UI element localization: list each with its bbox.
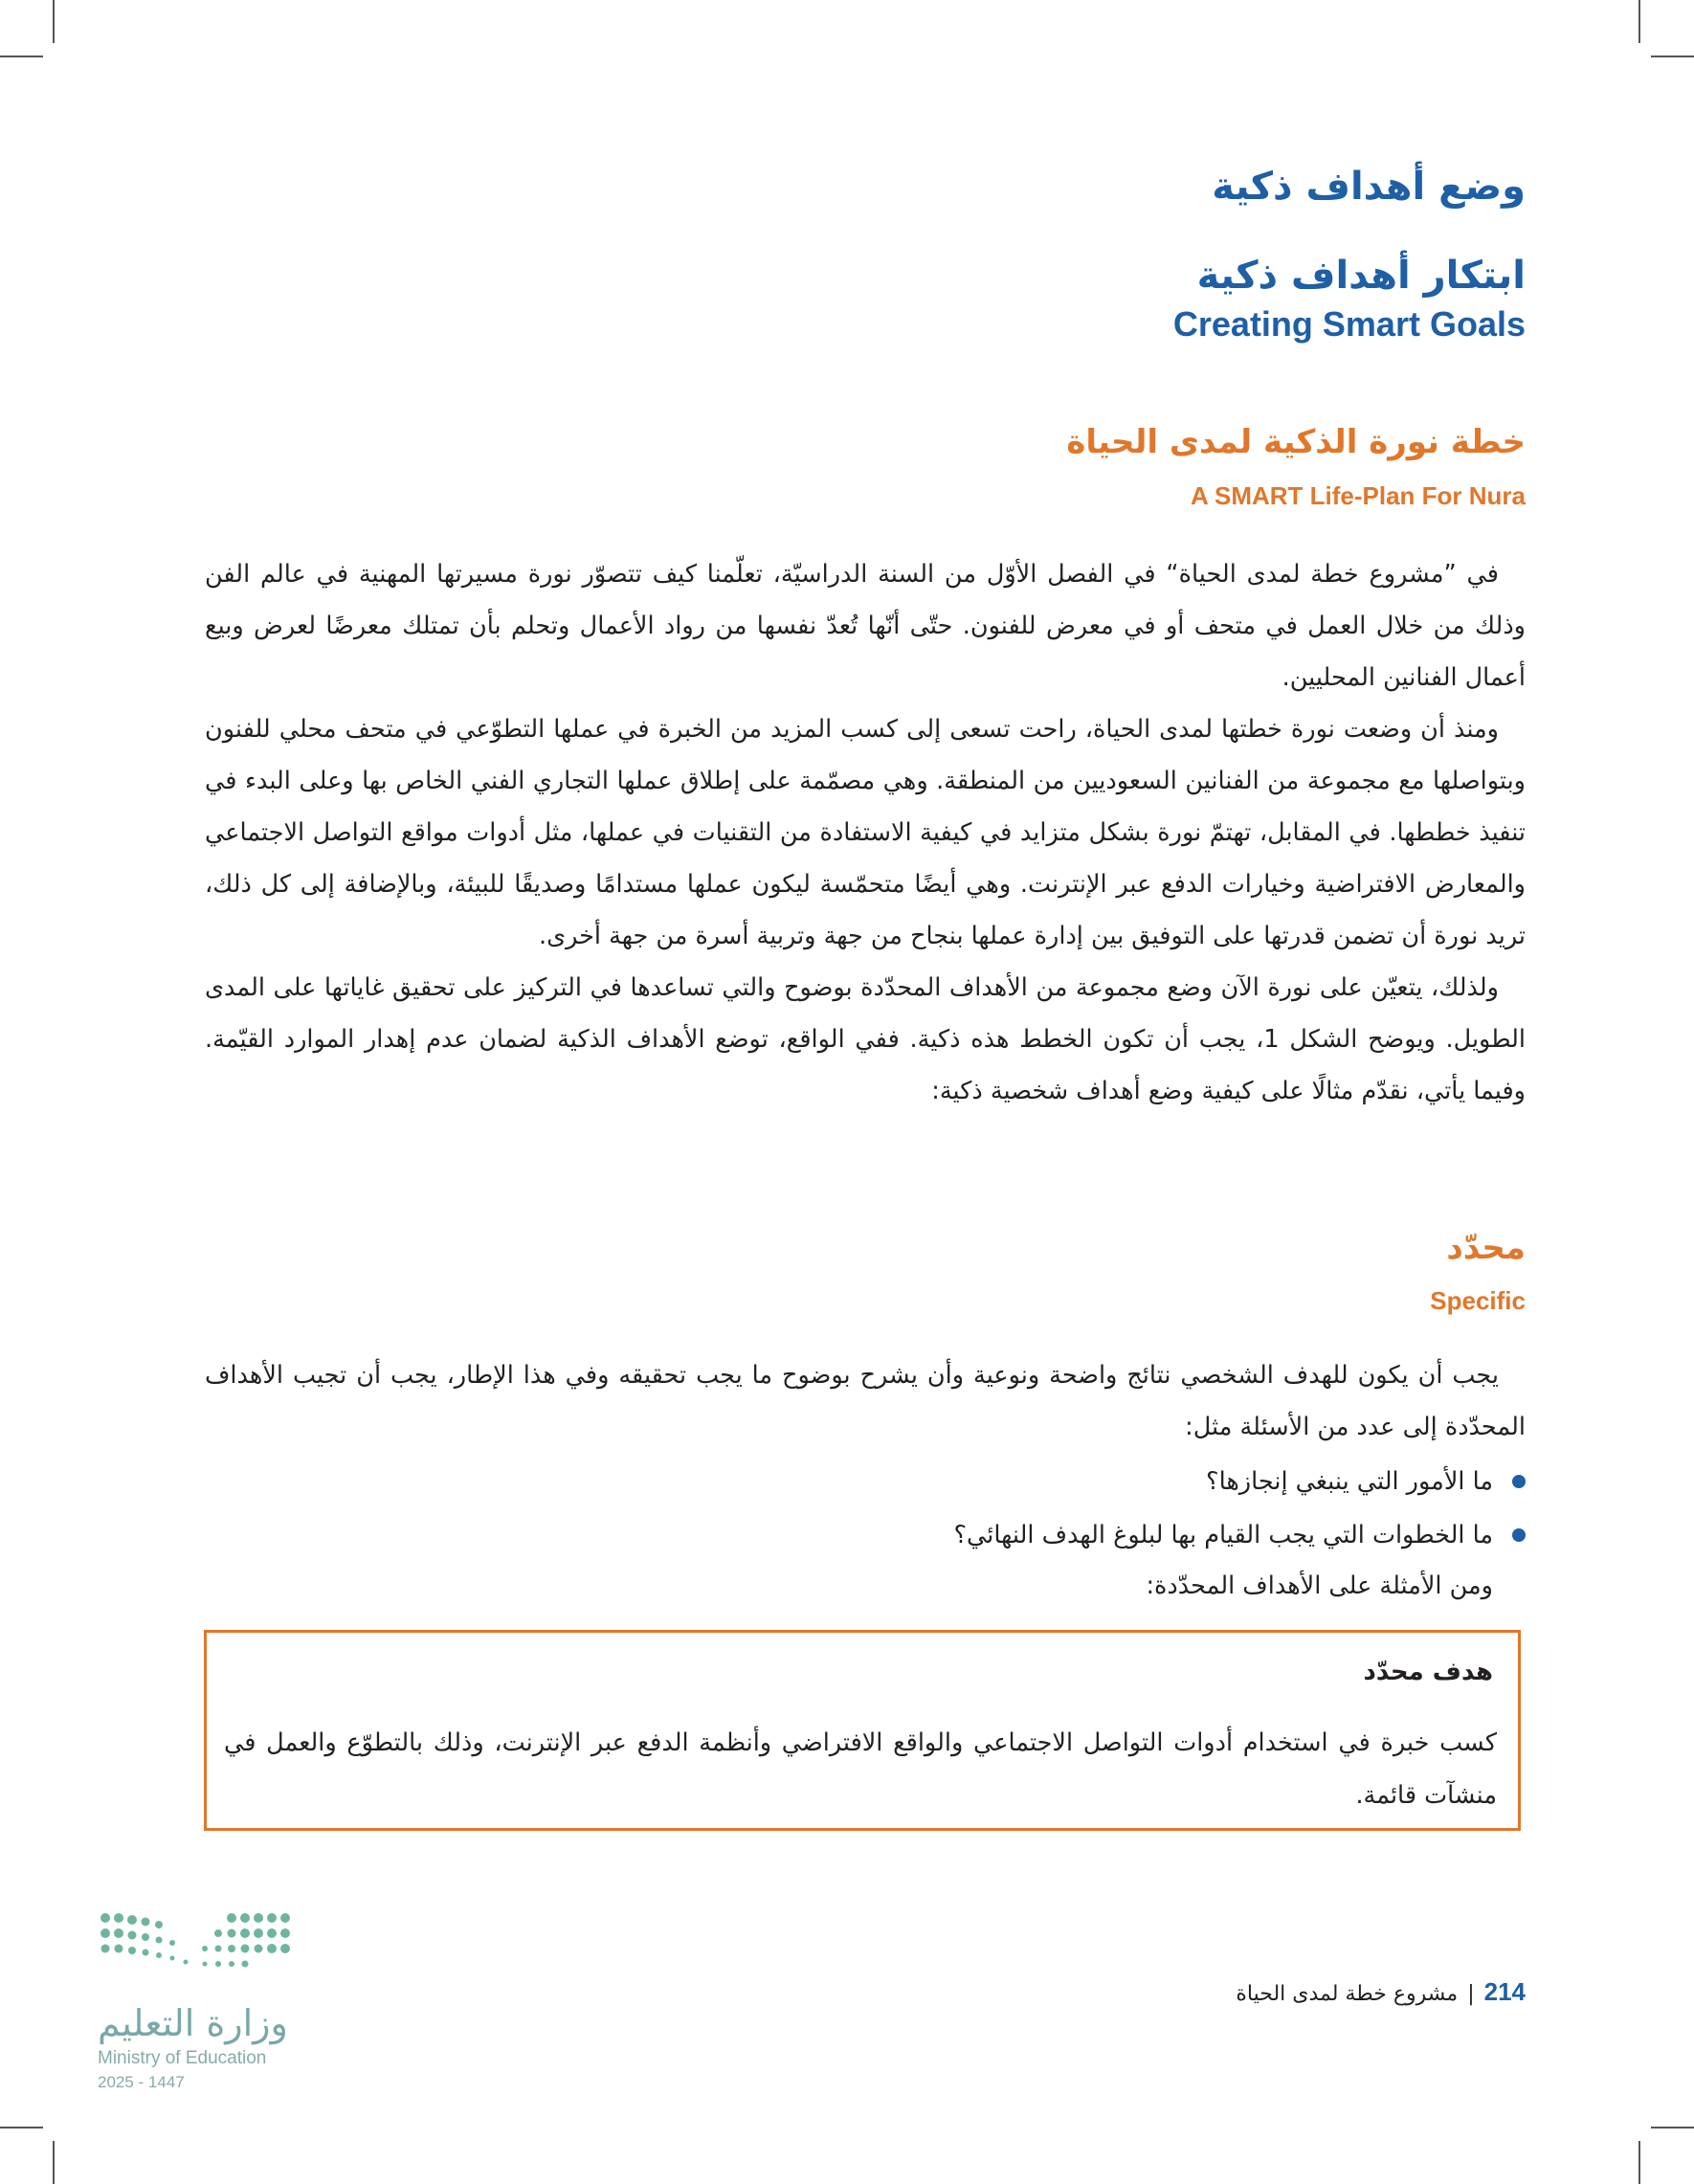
ministry-year: 2025 - 1447 bbox=[98, 2073, 185, 2091]
paragraph: يجب أن يكون للهدف الشخصي نتائج واضحة ونوعية وأن يشرح بوضوح ما يجب تحقيقه وفي هذا الإطار، يجب أن تجيب الأهداف المحدّدة إلى عدد من الأسئلة مثل: bbox=[205, 1361, 1526, 1441]
example-box-text: كسب خبرة في استخدام أدوات التواصل الاجتماعي والواقع الافتراضي وأنظمة الدفع عبر الإنترنت، وذلك بالتطوّع والعمل في منشآت قائمة. bbox=[224, 1728, 1497, 1810]
paragraph: ومنذ أن وضعت نورة خطتها لمدى الحياة، راحت تسعى إلى كسب المزيد من الخبرة في عملها التطوّعي في متحف محلي للفنون وبتواصلها مع مجموعة من الفنانين السعوديين من المنطقة. وهي مصمّمة على إطلاق عملها التجاري الفني الخاص بها وعلى البدء في تنفيذ خططها. في المقابل، تهتمّ نورة بشكل متزايد في كيفية الاستفادة من التقنيات في عملها، مثل أدوات مواقع التواصل الاجتماعي والمعارض الافتراضية وخيارات الدفع عبر الإنترنت. وهي أيضًا متحمّسة ليكون عملها مستدامًا وصديقًا للبيئة، وبالإضافة إلى كل ذلك، تريد نورة أن تضمن قدرتها على التوفيق بين إدارة عملها بنجاح من جهة وتربية أسرة من جهة أخرى. bbox=[205, 715, 1526, 950]
section-title-english: Creating Smart Goals bbox=[1172, 304, 1526, 344]
specific-body bbox=[205, 1349, 1526, 1610]
crop-mark bbox=[1638, 0, 1640, 43]
page-number: 214 bbox=[1483, 1977, 1526, 2006]
ministry-name-arabic: وزارة التعليم bbox=[98, 2002, 288, 2044]
book-title: مشروع خطة لمدى الحياة bbox=[1236, 1982, 1459, 2006]
crop-mark bbox=[53, 2141, 55, 2184]
body-text bbox=[205, 548, 1526, 1117]
specific-title-arabic: محدّد bbox=[1446, 1229, 1526, 1267]
bullet-icon bbox=[1512, 1528, 1526, 1542]
specific-title-english: Specific bbox=[1430, 1286, 1526, 1315]
page-title: وضع أهداف ذكية bbox=[1212, 165, 1526, 209]
ministry-name-english: Ministry of Education bbox=[98, 2048, 267, 2068]
example-box bbox=[204, 1630, 1521, 1831]
crop-mark bbox=[1651, 2127, 1694, 2128]
crop-mark bbox=[1638, 2141, 1640, 2184]
example-box-title: هدف محدّد bbox=[1363, 1658, 1493, 1686]
crop-mark bbox=[0, 56, 43, 57]
paragraph: ولذلك، يتعيّن على نورة الآن وضع مجموعة من الأهداف المحدّدة بوضوح والتي تساعدها في التركيز على تحقيق غاياتها على المدى الطويل. ويوضح الشكل 1، يجب أن تكون الخطط هذه ذكية. ففي الواقع، توضع الأهداف الذكية لضمان عدم إهدار الموارد القيّمة. وفيما يأتي، نقدّم مثالًا على كيفية وضع أهداف شخصية ذكية: bbox=[205, 973, 1526, 1105]
page-footer bbox=[1236, 1977, 1526, 2007]
crop-mark bbox=[1651, 56, 1694, 57]
subsection-title-english: A SMART Life-Plan For Nura bbox=[1190, 481, 1526, 510]
subsection-title-arabic: خطة نورة الذكية لمدى الحياة bbox=[1066, 423, 1526, 461]
crop-mark bbox=[53, 0, 55, 43]
paragraph: في ”مشروع خطة لمدى الحياة“ في الفصل الأوّل من السنة الدراسيّة، تعلّمنا كيف تتصوّر نورة مسيرتها المهنية في عالم الفن وذلك من خلال العمل في متحف أو في معرض للفنون. حتّى أنّها تُعدّ نفسها من رواد الأعمال وتحلم بأن تمتلك معرضًا لعرض وبيع أعمال الفنانين المحليين. bbox=[205, 560, 1526, 692]
footer-separator: | bbox=[1467, 1982, 1475, 2006]
list-item: ما الخطوات التي يجب القيام بها لبلوغ الهدف النهائي؟ bbox=[205, 1508, 1526, 1562]
examples-lead: ومن الأمثلة على الأهداف المحدّدة: bbox=[1146, 1571, 1493, 1600]
section-title-arabic: ابتكار أهداف ذكية bbox=[1196, 254, 1526, 298]
question-list bbox=[205, 1455, 1526, 1562]
bullet-icon bbox=[1512, 1475, 1526, 1488]
list-item: ما الأمور التي ينبغي إنجازها؟ bbox=[205, 1455, 1526, 1508]
crop-mark bbox=[0, 2127, 43, 2128]
ministry-logo-icon bbox=[98, 1910, 308, 1987]
